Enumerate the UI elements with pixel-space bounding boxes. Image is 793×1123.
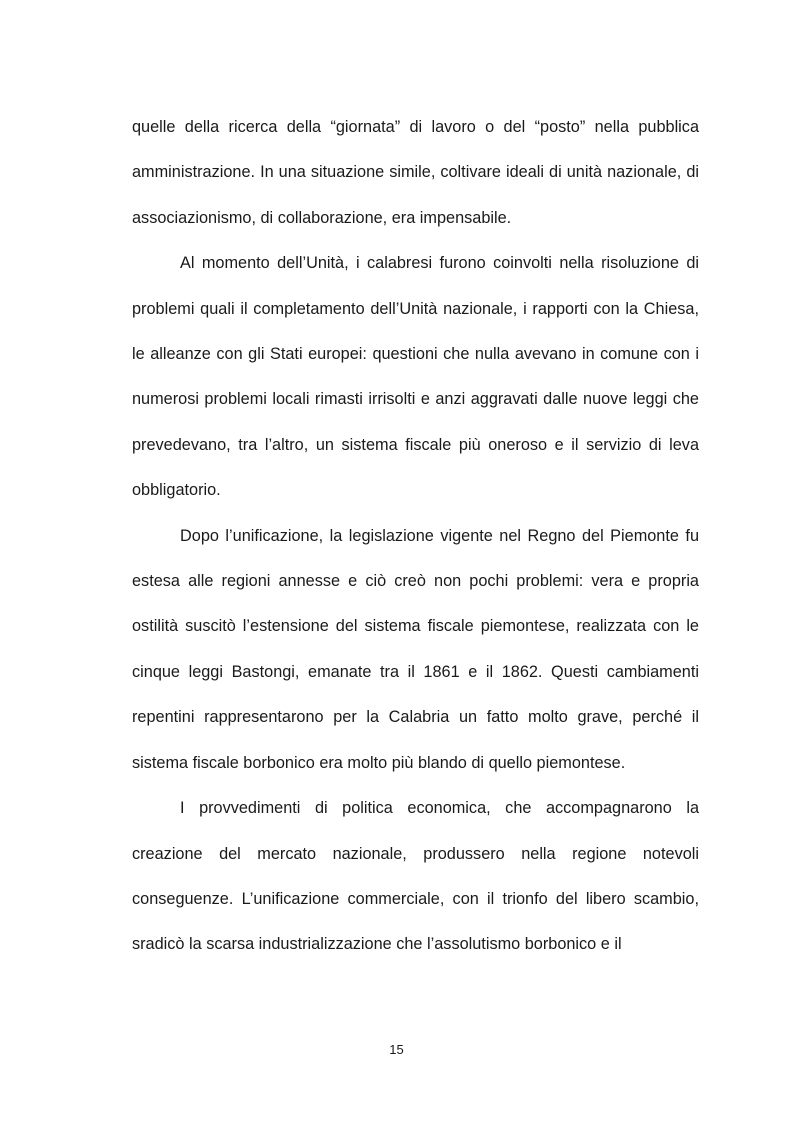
paragraph-unita: Al momento dell’Unità, i calabresi furono coinvolti nella risoluzione di problemi quali il completamento dell’Unità nazionale, i rapporti con la Chiesa, le alleanze con gli Stati europei: questioni che nulla avevano in comune con i numerosi problemi locali rimasti irrisolti e anzi aggravati dalle nuove leggi che prevedevano, tra l’altro, un sistema fiscale più oneroso e il servizio di leva obbligatorio. bbox=[132, 254, 699, 500]
paragraph-provvedimenti: I provvedimenti di politica economica, che accompagnarono la creazione del mercato nazionale, produssero nella regione notevoli conseguenze. L’unificazione commerciale, con il trionfo del libero scambio, sradicò la scarsa industrializzazione che l’assolutismo borbonico e il bbox=[132, 799, 699, 954]
body-text bbox=[132, 105, 699, 968]
paragraph-unificazione: Dopo l’unificazione, la legislazione vigente nel Regno del Piemonte fu estesa alle regioni annesse e ciò creò non pochi problemi: vera e propria ostilità suscitò l’estensione del sistema fiscale piemontese, realizzata con le cinque leggi Bastongi, emanate tra il 1861 e il 1862. Questi cambiamenti repentini rappresentarono per la Calabria un fatto molto grave, perché il sistema fiscale borbonico era molto più blando di quello piemontese. bbox=[132, 526, 699, 772]
page-number: 15 bbox=[389, 1042, 404, 1057]
paragraph-continuation: quelle della ricerca della “giornata” di lavoro o del “posto” nella pubblica amministrazione. In una situazione simile, coltivare ideali di unità nazionale, di associazionismo, di collaborazione, era impensabile. bbox=[132, 118, 699, 227]
